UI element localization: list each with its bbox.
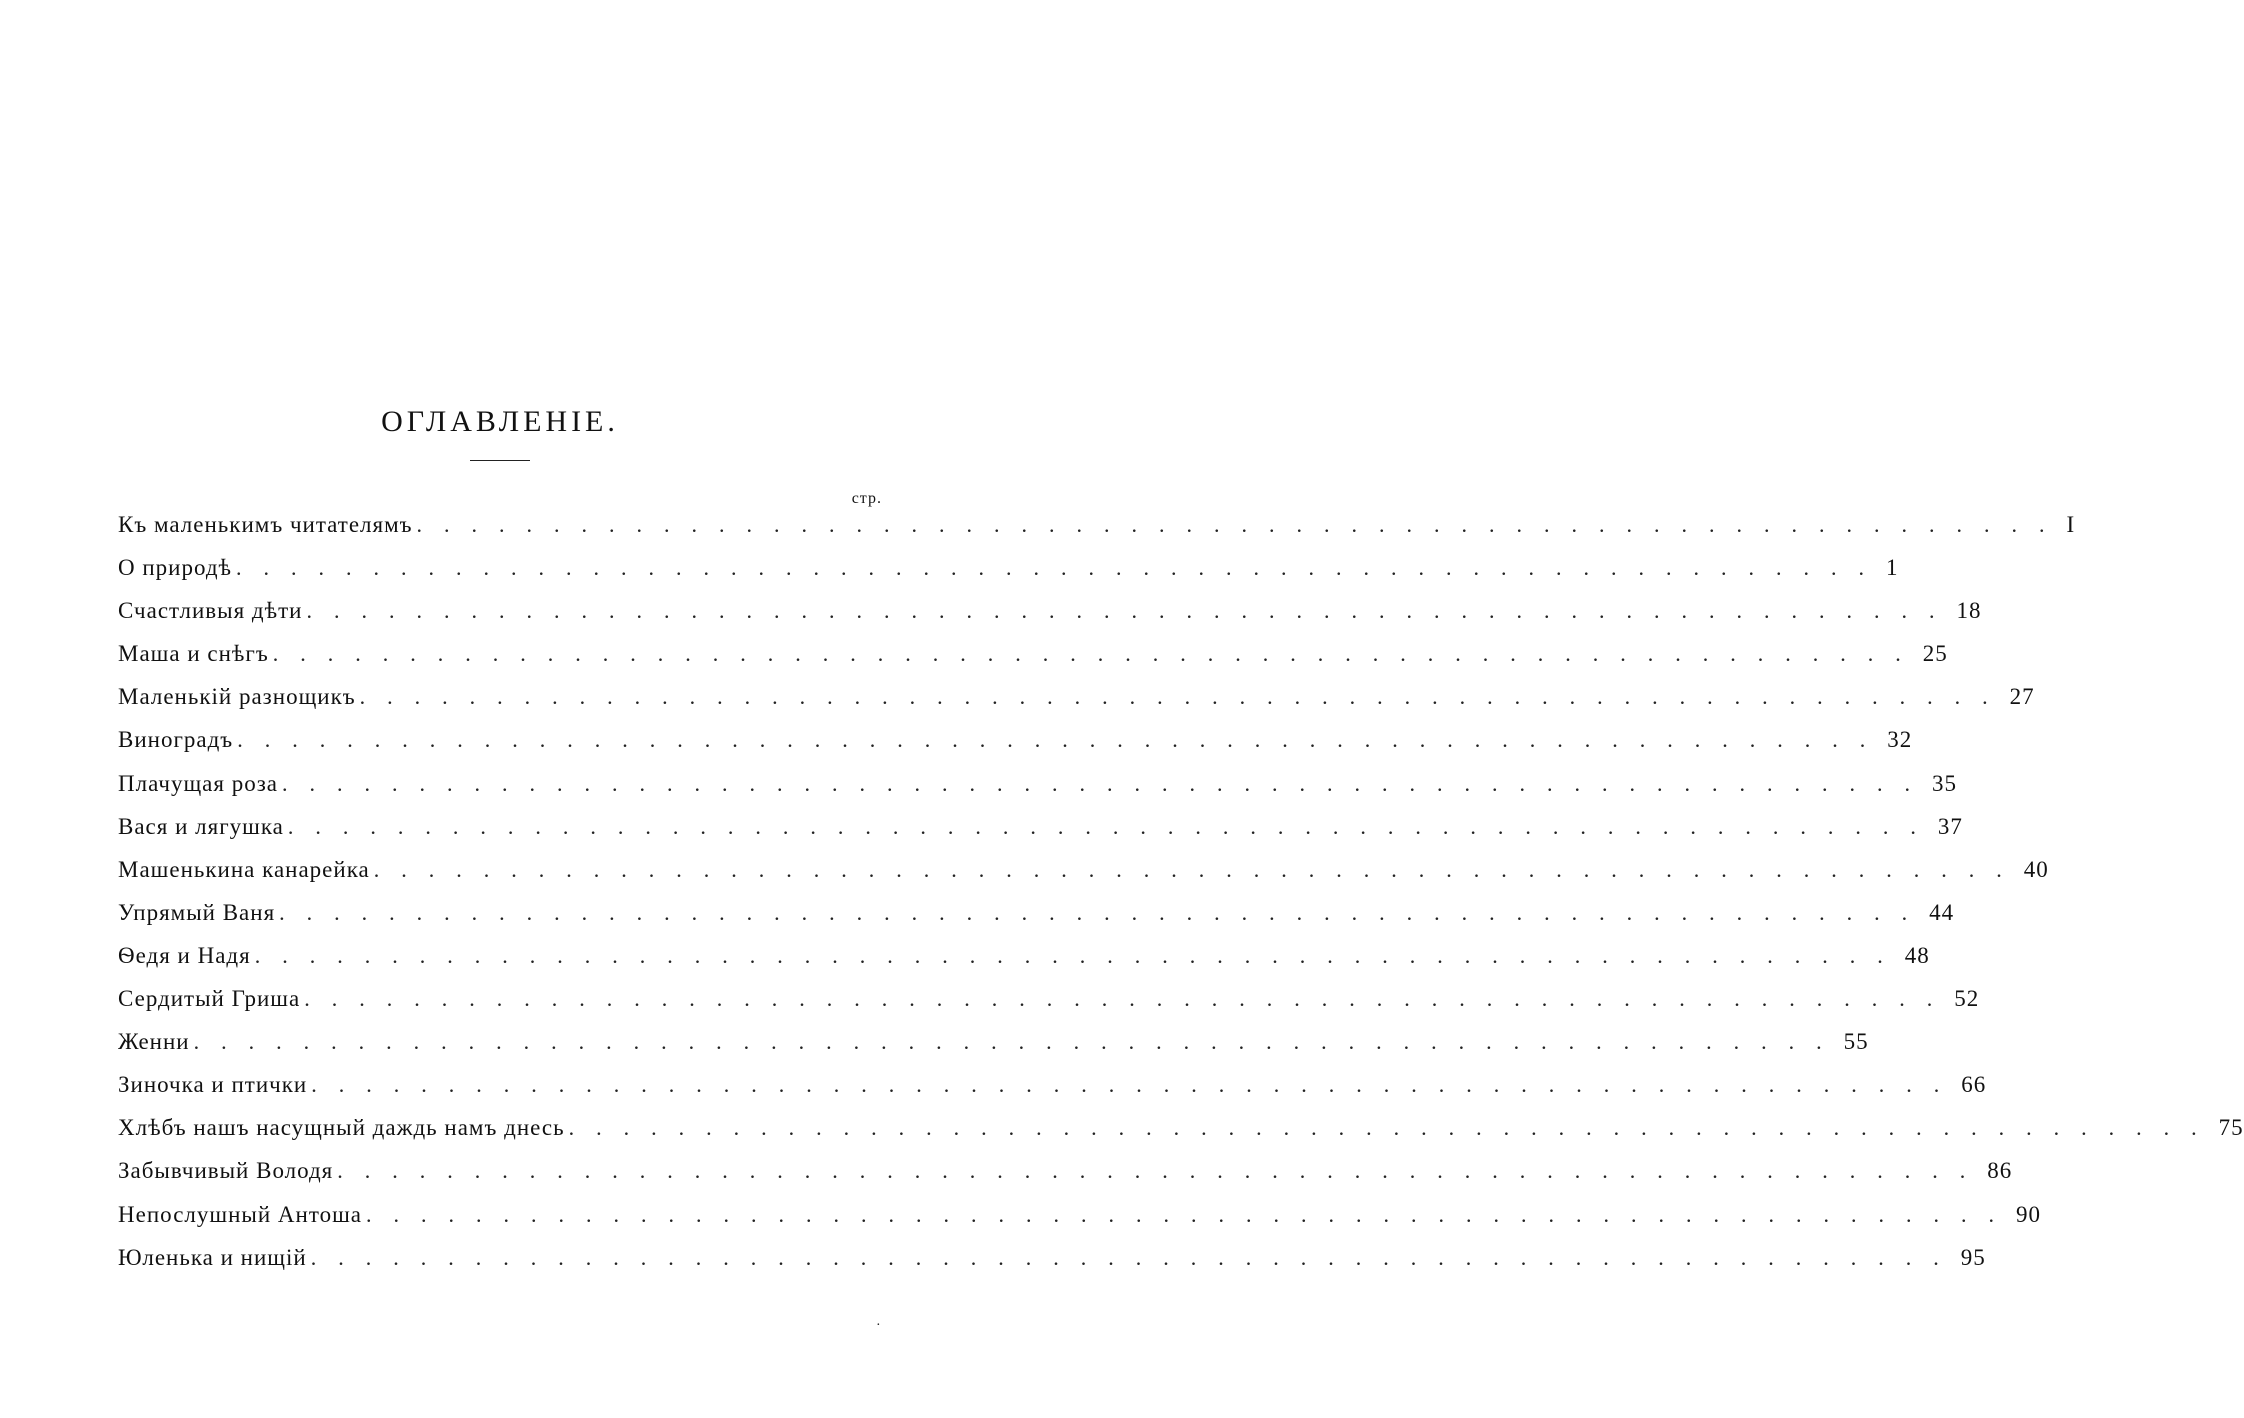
dot-leader: ............................................................ [272,641,1923,667]
toc-entry-page: 37 [1937,813,1963,839]
toc-entry [118,853,2049,896]
toc-entry-title: Забывчивый Володя [118,1158,334,1184]
toc-entry-title: Юленька и нищій [118,1244,307,1270]
toc-entry-page: 25 [1922,641,1948,667]
toc-entry-page: 52 [1954,986,1980,1012]
toc-entry-title: Упрямый Ваня [118,899,276,925]
toc-entry [118,551,1899,594]
toc-entry-page: 35 [1931,770,1957,796]
toc-entry-page: 55 [1843,1029,1869,1055]
toc-entry [118,939,1930,982]
toc-entry [118,982,1980,1025]
toc-entry [118,508,2076,551]
page-column-label: стр. [851,490,882,507]
toc-entry-page: 90 [2016,1201,2042,1227]
toc-entry-title: Виноградъ [118,727,234,753]
dot-leader: ............................................................ [287,813,1938,839]
toc-entry-page: 18 [1956,598,1982,624]
table-of-contents [118,508,2244,1284]
toc-entry [118,1241,1986,1284]
toc-entry-page: 48 [1904,942,1930,968]
toc-entry [118,1198,2042,1241]
dot-leader: ............................................................ [366,1201,2017,1227]
toc-entry [118,723,1913,766]
toc-entry-title: Машенькина канарейка [118,856,370,882]
toc-entry-page: 27 [2009,684,2035,710]
toc-entry-title: Вася и лягушка [118,813,284,839]
toc-entry-page: I [2066,512,2076,537]
toc-entry-page: 44 [1929,899,1955,925]
dot-leader: ............................................................ [306,598,1957,624]
title-divider [470,460,530,461]
dot-leader: ............................................................ [373,856,2024,882]
dot-leader: ............................................................ [281,770,1932,796]
toc-entry-page: 66 [1961,1072,1987,1098]
toc-entry [118,594,1982,637]
dot-leader: ............................................................ [279,899,1930,925]
toc-entry-title: Плачущая роза [118,770,278,796]
dot-leader: ............................................................ [304,986,1955,1012]
toc-entry [118,1068,1987,1111]
toc-entry [118,680,2035,723]
toc-entry [118,767,1957,810]
toc-entry-title: Маша и снѣгъ [118,641,269,667]
dot-leader: ............................................................ [237,727,1888,753]
toc-entry-title: Счастливыя дѣти [118,598,303,624]
toc-entry-title: Ѳедя и Надя [118,942,251,968]
toc-entry-title: Сердитый Гриша [118,986,301,1012]
toc-entry-page: 1 [1886,555,1899,581]
toc-entry-page: 75 [2218,1115,2244,1141]
dot-leader: ............................................................ [416,512,2067,537]
toc-entry-page: 40 [2023,856,2049,882]
toc-entry [118,1025,1869,1068]
toc-entry [118,896,1955,939]
toc-entry-title: Женни [118,1029,190,1055]
footer-mark: · [876,1318,881,1333]
toc-entry-title: Непослушный Антоша [118,1201,363,1227]
toc-entry-page: 86 [1987,1158,2013,1184]
toc-entry [118,1154,2013,1197]
toc-entry-title: Къ маленькимъ читателямъ [118,512,413,537]
dot-leader: ............................................................ [337,1158,1988,1184]
dot-leader: ............................................................ [568,1115,2219,1141]
toc-entry-page: 95 [1960,1244,1986,1270]
toc-entry-page: 32 [1887,727,1913,753]
toc-entry [118,810,1963,853]
dot-leader: ............................................................ [359,684,2010,710]
dot-leader: ............................................................ [254,942,1905,968]
dot-leader: ............................................................ [311,1072,1962,1098]
dot-leader: ............................................................ [236,555,1887,581]
toc-entry-title: О природѣ [118,555,233,581]
toc-entry-title: Зиночка и птички [118,1072,308,1098]
toc-entry [118,1111,2244,1154]
page-title: ОГЛАВЛЕНІЕ. [381,405,619,439]
dot-leader: ............................................................ [193,1029,1844,1055]
dot-leader: ............................................................ [310,1244,1961,1270]
toc-entry-title: Маленькій разнощикъ [118,684,356,710]
toc-entry [118,637,1948,680]
toc-entry-title: Хлѣбъ нашъ насущный даждь намъ днесь [118,1115,565,1141]
